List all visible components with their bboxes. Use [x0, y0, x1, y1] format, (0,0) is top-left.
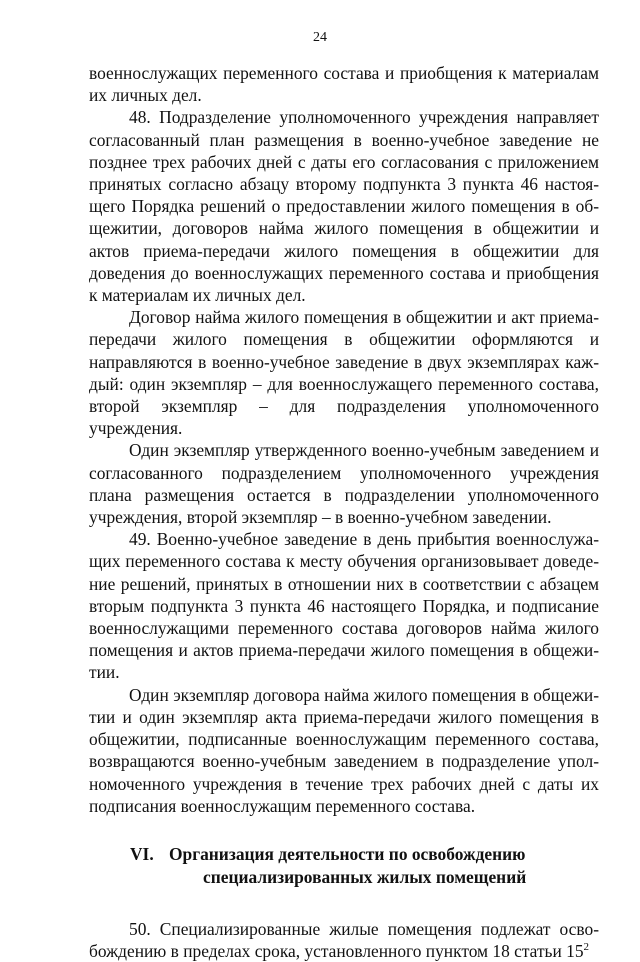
paragraph-50 — [89, 918, 599, 962]
paragraph-contract-copies: Договор найма жилого помещения в общежитии и акт приема-передачи жилого помещения в общежитии оформляются и направляются в военно-учебное заведение в двух экземплярах каждый: один экземпляр – для военнослужащего переменного состава, второй экземпляр – для подразделения уполномоченного учреждения. — [89, 307, 599, 439]
section-number: VI. — [130, 843, 154, 864]
section-heading — [89, 843, 599, 889]
paragraph-return-copies: Один экземпляр договора найма жилого помещения в общежитии и один экземпляр акта приема-передачи жилого помещения в общежитии, подписанные военнослужащим переменного состава, возвращаются военно-учебным заведением в подразделение уполномоченного учреждения в течение трех рабочих дней с даты их подписания военнослужащим переменного состава. — [89, 684, 599, 816]
page-number: 24 — [313, 30, 327, 45]
paragraph-50-text: 50. Специализированные жилые помещения подлежат освобождению в пределах срока, установленного пунктом 18 статьи 15 — [89, 918, 599, 962]
paragraph-plan-copy: Один экземпляр утвержденного военно-учебным заведением и согласованного подразделением уполномоченного учреждения плана размещения остается в подразделении уполномоченного учреждения, второй экземпляр – в военно-учебном заведении. — [89, 440, 599, 528]
section-title-line1: Организация деятельности по освобождению — [169, 843, 526, 864]
paragraph-48: 48. Подразделение уполномоченного учреждения направляет согласованный план размещения в военно-учебное заведение не позднее трех рабочих дней с даты его согласования с приложением принятых согласно абзацу второму подпункта 3 пункта 46 настоящего Порядка решений о предоставлении жилого помещения в общежитии, договоров найма жилого помещения в общежитии и актов приема-передачи жилого помещения в общежитии для доведения до военнослужащих переменного состава и приобщения к материалам их личных дел. — [89, 107, 599, 306]
paragraph-49: 49. Военно-учебное заведение в день прибытия военнослужащих переменного состава к месту обучения организовывает доведение решений, принятых в отношении них в соответствии с абзацем вторым подпункта 3 пункта 46 настоящего Порядка, и подписание военнослужащими переменного состава договоров найма жилого помещения и актов приема-передачи жилого помещения в общежитии. — [89, 529, 599, 683]
footnote-superscript: 2 — [583, 941, 590, 954]
paragraph-continuation: военнослужащих переменного состава и приобщения к материалам их личных дел. — [89, 63, 599, 106]
section-title-line2: специализированных жилых помещений — [203, 866, 527, 887]
document-body — [89, 62, 599, 962]
